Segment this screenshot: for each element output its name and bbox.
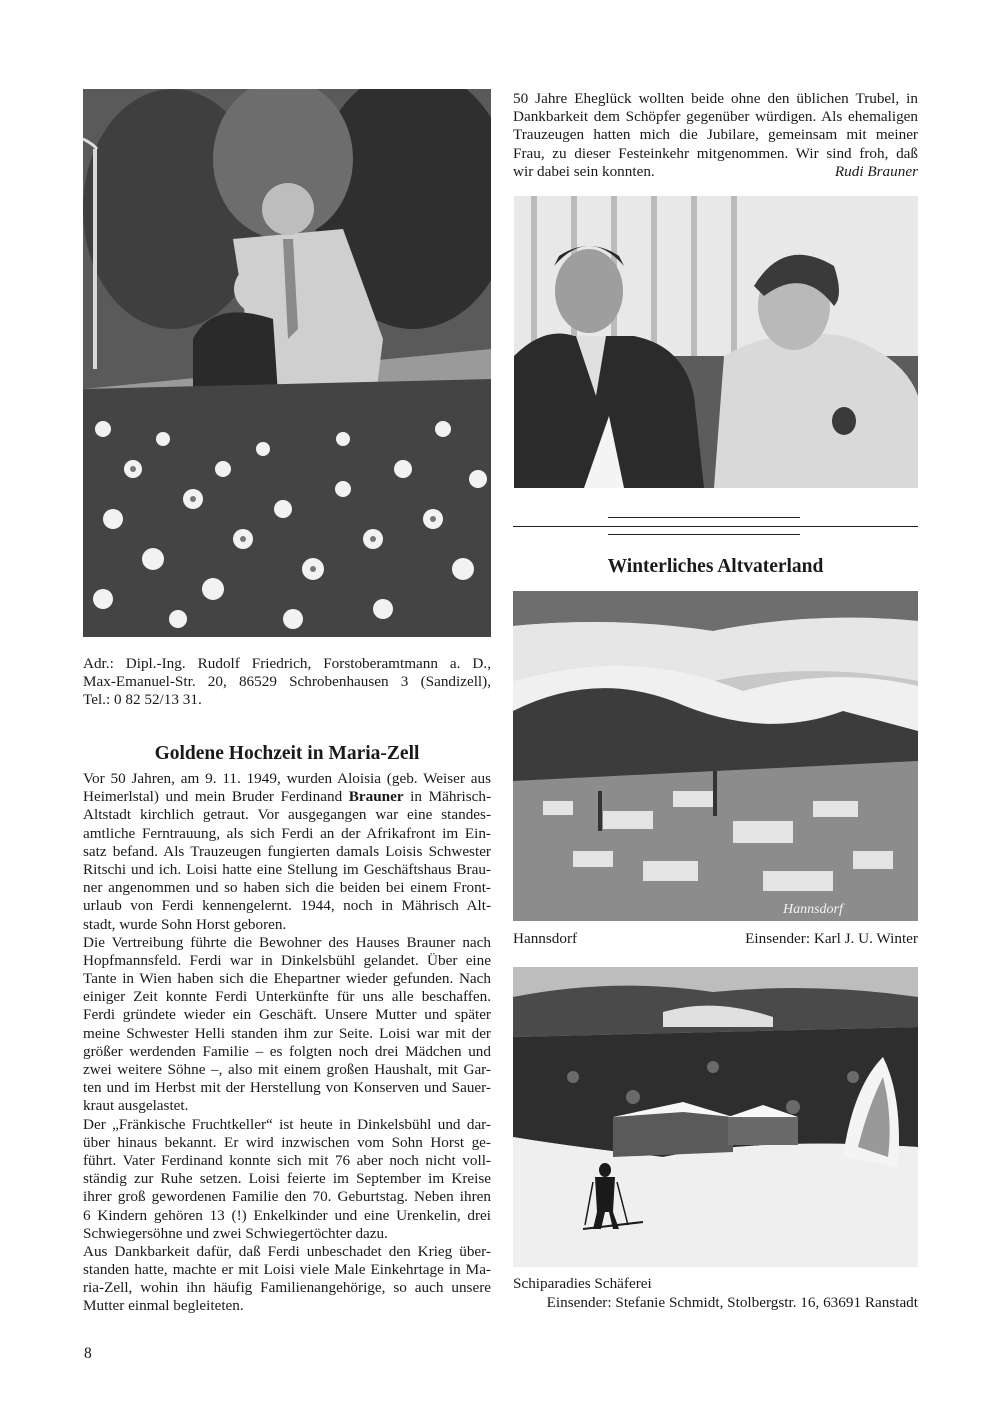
article-line: Tante in Wien haben sich die Ehepartner wieder gefunden. Nach [83,970,491,988]
address-line: Max-Emanuel-Str. 20, 86529 Schrobenhausen 3 (Sandizell), [83,673,491,691]
address-line: Tel.: 0 82 52/13 31. [83,691,202,709]
ski-photo [513,967,918,1267]
article-line: Schwiegersöhne und zwei Schwiegertöchter dazu. [83,1224,388,1242]
text-line: wir dabei sein konnten. [513,162,655,180]
article-line: ten und im Herbst mit der Herstellung von Konserven und Sauer- [83,1079,491,1097]
winter-section-title: Winterliches Altvaterland [607,556,824,577]
article-line: 6 Kindern gehören 13 (!) Enkelkinder und eine Urenkelin, drei [83,1206,491,1224]
article-line: Aus Dankbarkeit dafür, daß Ferdi unbeschadet den Krieg über- [83,1242,491,1260]
article-line: Hopfmannsfeld. Ferdi war in Dinkelsbühl gelandet. Über eine [83,951,491,969]
top-right-paragraph [513,90,918,181]
address-line: Adr.: Dipl.-Ing. Rudolf Friedrich, Forstoberamtmann a. D., [83,655,491,672]
divider-rule [513,526,918,527]
divider-rule [608,517,800,518]
article-line: Ferdi gründete wieder ein Geschäft. Unsere Mutter und später [83,1006,491,1024]
text-line: Trauzeugen hatten mich die Jubilare, gemeinsam mit meiner [513,126,918,144]
article-line: satz befand. Als Trauzeugen fungierten damals Loisis Schwester [83,842,491,860]
article-line [83,788,491,806]
article-line: Altstadt kirchlich getraut. Vor ausgegangen war eine standes- [83,806,491,824]
ski-caption-place: Schiparadies Schäferei [513,1275,652,1292]
text-line-last [513,163,918,181]
hannsdorf-photo [513,591,918,921]
divider-rule [608,534,800,535]
text-fragment: Heimerlstal) und mein Bruder Ferdinand [83,788,349,806]
article-line: ihrer groß gewordenen Familie den 70. Geburtstag. Neben ihren [83,1188,491,1206]
article-line: amtliche Ferntrauung, als sich Ferdi an der Afrikafront im Ein- [83,824,491,842]
article-line: urlaub von Ferdi kennengelernt. 1944, noch in Mährisch Alt- [83,897,491,915]
text-line: Dankbarkeit dem Schöpfer gegenüber würdigen. Als ehemaligen [513,108,918,126]
text-fragment: in Mährisch- [403,788,491,806]
article-line: über hinaus bekannt. Er wird inzwischen vom Sohn Horst ge- [83,1133,491,1151]
article-line: stadt, wurde Sohn Horst geboren. [83,915,287,933]
article-line: ner angenommen und so haben sich die beiden bei einem Front- [83,879,491,897]
article-title: Goldene Hochzeit in Maria-Zell [154,743,420,764]
bold-name: Brauner [348,788,404,806]
article-line: Mutter einmal begleiteten. [83,1297,244,1315]
article-line: Der „Fränkische Fruchtkeller“ ist heute in Dinkelsbühl und dar- [83,1115,491,1133]
article-line: ständig zur Ruhe setzen. Loisi feierte im September im Kreise [83,1170,491,1188]
article-line: größer werdenden Familie – es folgten noch drei Mädchen und [83,1042,491,1060]
article-line: kraut ausgelastet. [83,1097,189,1115]
article-line: Vor 50 Jahren, am 9. 11. 1949, wurden Aloisia (geb. Weiser aus [83,770,491,787]
page-number: 8 [84,1345,92,1362]
text-line: Frau, zu dieser Festeinkehr mitgenommen. Wir sind froh, daß [513,144,918,162]
photo-inscription: Hannsdorf [783,902,843,917]
address-block [83,655,491,710]
couple-garden-photo [83,89,491,637]
ski-caption-sender: Einsender: Stefanie Schmidt, Stolbergstr. 16, 63691 Ranstadt [546,1294,918,1311]
article-line: führt. Vater Ferdinand konnte sich mit 76 aber noch nicht voll- [83,1151,491,1169]
hannsdorf-caption-place: Hannsdorf [513,930,578,947]
article-line: zwei weitere Söhne –, also mit einem großen Haushalt, mit Gar- [83,1061,491,1078]
article-line: standen hatte, machte er mit Loisi viele Male Einkehrtage in Ma- [83,1261,491,1279]
article-line: Die Vertreibung führte die Bewohner des Hauses Brauner nach [83,933,491,951]
couple-table-photo [514,196,918,488]
text-line: 50 Jahre Eheglück wollten beide ohne den üblichen Trubel, in [513,90,918,107]
article-line: Ritschi und ich. Loisi hatte eine Stellung im Geschäftshaus Brau- [83,860,491,878]
article-body [83,770,491,1316]
article-line: einiger Zeit konnte Ferdi Unterkünfte für uns alle beschaffen. [83,988,491,1006]
article-line: meine Schwester Helli standen ihm zur Seite. Loisi war mit der [83,1024,491,1042]
hannsdorf-caption-sender: Einsender: Karl J. U. Winter [745,930,918,947]
article-line: ria-Zell, wohin ihn häufig Familienangehörige, so auch unsere [83,1279,491,1297]
author-signature: Rudi Brauner [834,162,918,180]
